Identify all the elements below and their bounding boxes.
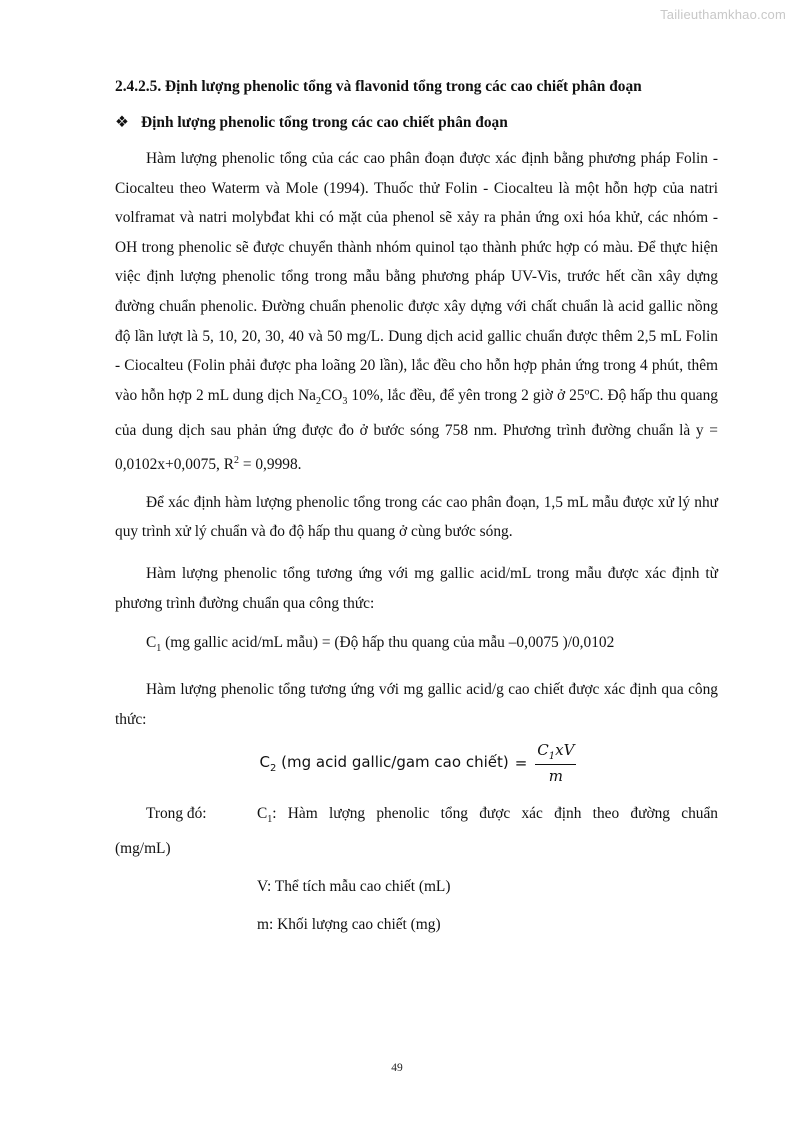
fraction (535, 741, 576, 785)
formula-c2: $C_2$ (mg acid gallic/gam cao chiết) = $\frac{C_1xV}{m}$ (259, 741, 575, 786)
paragraph-method: Hàm lượng phenolic tổng của các cao phân đoạn được xác định bằng phương pháp Folin - Ciocalteu theo Waterm và Mole (1994). Thuốc thử Folin - Ciocalteu là một hỗn hợp của natri volframat và natri molybđat khi có mặt của phenol sẽ xảy ra phản ứng oxi hóa khử, các nhóm -OH trong phenolic sẽ được chuyển thành nhóm quinol tạo thành phức hợp có màu. Để thực hiện việc định lượng phenolic tổng trong mẫu bằng phương pháp UV-Vis, trước hết cần xây dựng đường chuẩn phenolic. Đường chuẩn phenolic được xây dựng với chất chuẩn là acid gallic nồng độ lần lượt là 5, 10, 20, 30, 40 và 50 mg/L. Dung dịch acid gallic chuẩn được thêm 2,5 mL Folin - Ciocalteu (Folin phải được pha loãng 20 lần), lắc đều cho hỗn hợp phản ứng trong 4 phút, thêm vào hỗn hợp 2 mL dung dịch $Na_2CO_3$ 10%, lắc đều, để yên trong 2 giờ ở 25ºC. Độ hấp thu quang của dung dịch sau phản ứng được đo ở bước sóng 758 nm. Phương trình đường chuẩn là y = 0,0102x+0,0075, $R^2 = 0,9998$. (115, 150, 718, 474)
definition-c1: $C_1$: Hàm lượng phenolic tổng được xác định theo đường chuẩn (257, 805, 718, 826)
subsection-heading-text: Định lượng phenolic tổng trong các cao chiết phân đoạn (141, 114, 508, 131)
subsection-heading (115, 112, 718, 134)
definition-m: m: Khối lượng cao chiết (mg) (257, 916, 441, 934)
definitions (115, 799, 718, 939)
paragraph-formula-intro-1: Hàm lượng phenolic tổng tương ứng với mg gallic acid/mL trong mẫu được xác định từ phương trình đường chuẩn qua công thức: (115, 564, 718, 612)
document-body (115, 76, 718, 939)
equals-sign: = (514, 754, 528, 773)
diamond-bullet-icon: ❖ (115, 114, 129, 131)
definition-v: V: Thể tích mẫu cao chiết (mL) (257, 878, 451, 896)
paragraph-sample: Để xác định hàm lượng phenolic tổng trong các cao phân đoạn, 1,5 mL mẫu được xử lý như quy trình xử lý chuẩn và đo độ hấp thu quang ở cùng bước sóng. (115, 493, 718, 541)
section-heading: 2.4.2.5. Định lượng phenolic tổng và flavonid tổng trong các cao chiết phân đoạn (115, 78, 642, 95)
paragraph-formula-intro-2: Hàm lượng phenolic tổng tương ứng với mg gallic acid/g cao chiết được xác định qua công thức: (115, 681, 718, 728)
formula-c1: $C_1$ (mg gallic acid/mL mẫu) = (Độ hấp thu quang của mẫu –0,0075 )/0,0102 (146, 634, 615, 655)
fraction-numerator: $C_1xV$ (535, 741, 576, 765)
page-number: 49 (391, 1062, 403, 1074)
definitions-label: Trong đó: (146, 805, 207, 823)
watermark: Tailieuthamkhao.com (660, 7, 786, 22)
fraction-denominator: m (548, 767, 563, 786)
definition-c1-unit: (mg/mL) (115, 840, 171, 858)
